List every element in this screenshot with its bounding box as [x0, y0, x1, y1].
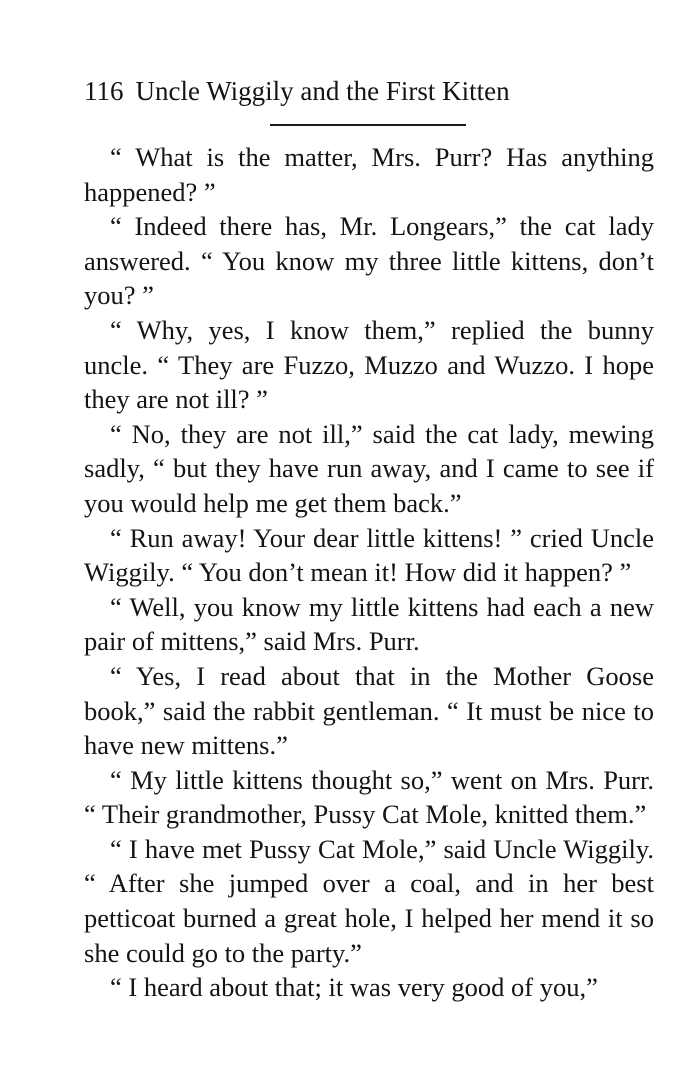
chapter-title: Uncle Wiggily and the First Kitten — [135, 76, 510, 106]
header-rule — [270, 124, 466, 126]
body-text — [84, 140, 654, 1005]
paragraph: “ I heard about that; it was very good of you,” — [110, 972, 598, 1003]
paragraph: “ Why, yes, I know them,” replied the bunny uncle. “ They are Fuzzo, Muzzo and Wuzzo. I hope they are not ill? ” — [84, 314, 654, 415]
paragraph: “ No, they are not ill,” said the cat lady, mewing sadly, “ but they have run away, and I came to see if you would help me get them back.” — [84, 418, 654, 518]
paragraph: “ My little kittens thought so,” went on Mrs. Purr. “ Their grandmother, Pussy Cat Mole, knitted them.” — [84, 764, 654, 830]
paragraph: “ Run away! Your dear little kittens! ” cried Uncle Wiggily. “ You don’t mean it! How did it happen? ” — [84, 522, 654, 588]
book-page — [84, 72, 654, 1005]
running-head — [84, 72, 654, 110]
paragraph: “ Well, you know my little kittens had each a new pair of mittens,” said Mrs. Purr. — [84, 591, 654, 657]
paragraph: “ What is the matter, Mrs. Purr? Has anything happened? ” — [84, 142, 654, 207]
page-number: 116 — [84, 76, 124, 106]
paragraph: “ Yes, I read about that in the Mother Goose book,” said the rabbit gentleman. “ It must be nice to have new mittens.” — [84, 660, 654, 761]
paragraph: “ I have met Pussy Cat Mole,” said Uncle Wiggily. “ After she jumped over a coal, and in her best petticoat burned a great hole, I helped her mend it so she could go to the party.” — [84, 833, 654, 968]
paragraph: “ Indeed there has, Mr. Longears,” the cat lady answered. “ You know my three little kittens, don’t you? ” — [84, 211, 654, 311]
